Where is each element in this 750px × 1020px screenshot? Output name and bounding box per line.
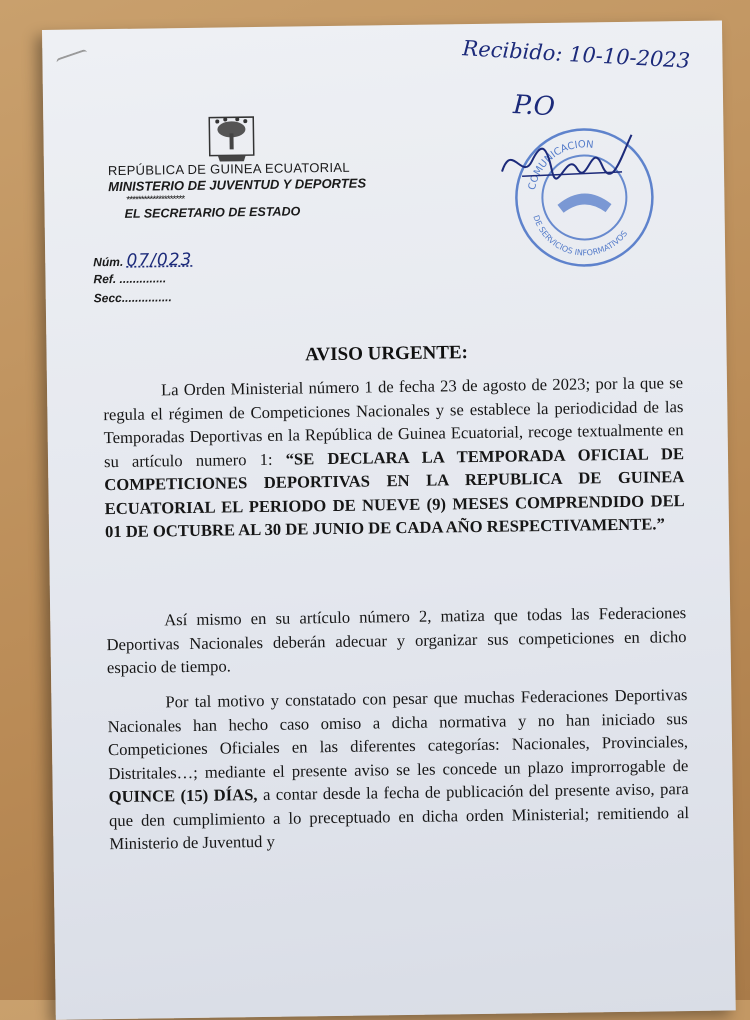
paragraph-1-quote: “SE DECLARA LA TEMPORADA OFICIAL DE COMPETICIONES DEPORTIVAS EN LA REPUBLICA DE GUINEA ECUATORIAL EL PERIODO DE NUEVE (9) MESES COMPRENDIDO DEL 01 DE OCTUBRE AL 30 DE JUNIO DE CADA AÑO RESPECTIVAMENTE.” bbox=[104, 443, 685, 542]
ministry-heading: MINISTERIO DE JUVENTUD Y DEPORTES bbox=[108, 175, 367, 195]
paragraph-1 bbox=[103, 371, 685, 544]
number-line bbox=[93, 250, 192, 271]
handwritten-signature bbox=[491, 130, 642, 192]
number-label: Núm. bbox=[93, 254, 124, 270]
paragraph-3-text-b: a contar desde la fecha de publicación del presente aviso, para que den cumplimiento a lo preceptuado en dicha orden Ministerial; remitiendo al Ministerio de Juventud y bbox=[108, 779, 690, 854]
section-line: Secc............... bbox=[93, 290, 172, 306]
paragraph-2-text: Así mismo en su artículo número 2, matiza que todas las Federaciones Deportivas Nacionales deberán adecuar y organizar sus competiciones en dicho espacio de tiempo. bbox=[106, 603, 687, 678]
staple bbox=[56, 49, 90, 69]
po-handwritten-note: P.O bbox=[512, 89, 556, 123]
header-separator: ******************** bbox=[126, 194, 185, 206]
paragraph-1-text: La Orden Ministerial número 1 de fecha 23 de agosto de 2023; por la que se regula el régimen de Competiciones Nacionales y se establece la periodicidad de las Temporadas Deportivas en la República de Guinea Ecuatorial, recoge textualmente en su artículo numero 1: bbox=[103, 373, 684, 471]
ref-line: Ref. .............. bbox=[93, 271, 167, 287]
paragraph-3-text-a: Por tal motivo y constatado con pesar que muchas Federaciones Deportivas Nacionales han hecho caso omiso a dicha normativa y no han iniciado sus Competiciones Oficiales en las diferentes categorías: Nacionales, Provinciales, Distritales…; mediante el presente aviso se les concede un plazo improrrogable de bbox=[107, 685, 689, 783]
stamp-bottom-text: DE SERVICIOS INFORMATIVOS bbox=[531, 214, 630, 258]
paragraph-3 bbox=[107, 683, 689, 856]
received-handwritten-note: Recibido: 10-10-2023 bbox=[461, 36, 691, 73]
paragraph-3-deadline: QUINCE (15) DÍAS, bbox=[108, 785, 258, 807]
office-heading: EL SECRETARIO DE ESTADO bbox=[124, 204, 301, 221]
paragraph-2 bbox=[106, 601, 687, 680]
document-sheet bbox=[42, 21, 736, 1020]
number-value: 07/023 bbox=[126, 249, 193, 271]
svg-text:DE SERVICIOS INFORMATIVOS bbox=[531, 213, 629, 258]
republic-heading: REPÚBLICA DE GUINEA ECUATORIAL bbox=[107, 159, 350, 179]
coat-of-arms-emblem bbox=[203, 115, 260, 166]
notice-title: AVISO URGENTE: bbox=[305, 342, 469, 366]
stamp-top-text: COMUNICACION bbox=[526, 139, 595, 191]
